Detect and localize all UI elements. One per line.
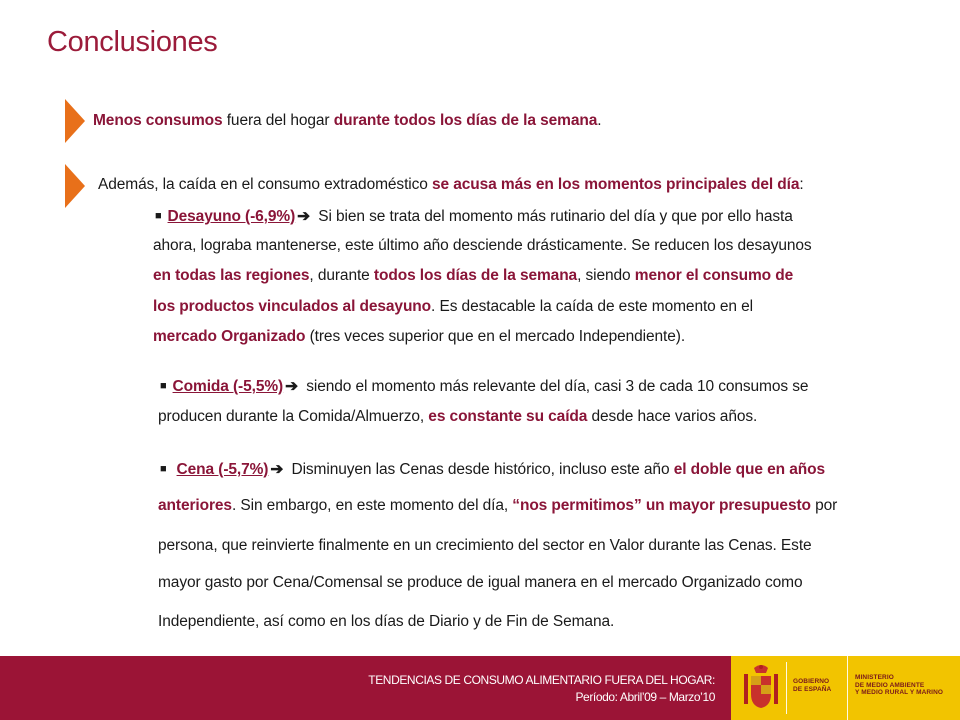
gobierno-label: GOBIERNO DE ESPAÑA	[793, 678, 832, 693]
desayuno-line-4: los productos vinculados al desayuno. Es destacable la caída de este momento en el	[153, 298, 754, 315]
orange-triangle-icon	[65, 164, 85, 208]
comida-line-1: ■ Comida (-5,5%) ➔ siendo el momento más relevante del día, casi 3 de cada 10 consumos se	[160, 378, 809, 395]
cena-line-1: ■ Cena (-5,7%) ➔ Disminuyen las Cenas desde histórico, incluso este año el doble que en años	[160, 461, 825, 478]
right-arrow-icon: ➔	[270, 461, 284, 478]
desayuno-label: Desayuno (-6,9%)	[167, 208, 296, 225]
desayuno-line-3: en todas las regiones, durante todos los días de la semana, siendo menor el consumo de	[153, 267, 794, 284]
point-2: Además, la caída en el consumo extradoméstico se acusa más en los momentos principales del día:	[98, 176, 804, 193]
coat-of-arms-icon	[742, 664, 780, 712]
cena-label: Cena (-5,7%)	[176, 461, 269, 478]
point-1: Menos consumos fuera del hogar durante todos los días de la semana.	[93, 112, 602, 129]
cena-line-4: mayor gasto por Cena/Comensal se produce de igual manera en el mercado Organizado como	[158, 574, 803, 591]
comida-line-2: producen durante la Comida/Almuerzo, es constante su caída desde hace varios años.	[158, 408, 758, 425]
desayuno-line-1: ■ Desayuno (-6,9%) ➔ Si bien se trata del momento más rutinario del día y que por ello hasta	[155, 208, 793, 225]
desayuno-line-2: ahora, lograba mantenerse, este último año desciende drásticamente. Se reducen los desayunos	[153, 237, 812, 254]
cena-line-2: anteriores. Sin embargo, en este momento del día, “nos permitimos” un mayor presupuesto por	[158, 497, 838, 514]
square-bullet-icon: ■	[155, 210, 162, 222]
orange-triangle-icon	[65, 99, 85, 143]
desayuno-line-5: mercado Organizado (tres veces superior que en el mercado Independiente).	[153, 328, 686, 345]
ministerio-label: MINISTERIO DE MEDIO AMBIENTE Y MEDIO RURAL Y MARINO	[855, 674, 944, 696]
square-bullet-icon: ■	[160, 380, 167, 392]
cena-line-3: persona, que reinvierte finalmente en un crecimiento del sector en Valor durante las Cenas. Este	[158, 537, 812, 554]
right-arrow-icon: ➔	[297, 208, 311, 225]
cena-line-5: Independiente, así como en los días de Diario y de Fin de Semana.	[158, 613, 615, 630]
footer-text: TENDENCIAS DE CONSUMO ALIMENTARIO FUERA DEL HOGAR: Período: Abril’09 – Marzo’10	[368, 673, 715, 704]
government-logo-block	[731, 656, 960, 720]
square-bullet-icon: ■	[160, 463, 167, 475]
right-arrow-icon: ➔	[285, 378, 298, 395]
page-title: Conclusiones	[47, 26, 218, 58]
comida-label: Comida (-5,5%)	[172, 378, 284, 395]
